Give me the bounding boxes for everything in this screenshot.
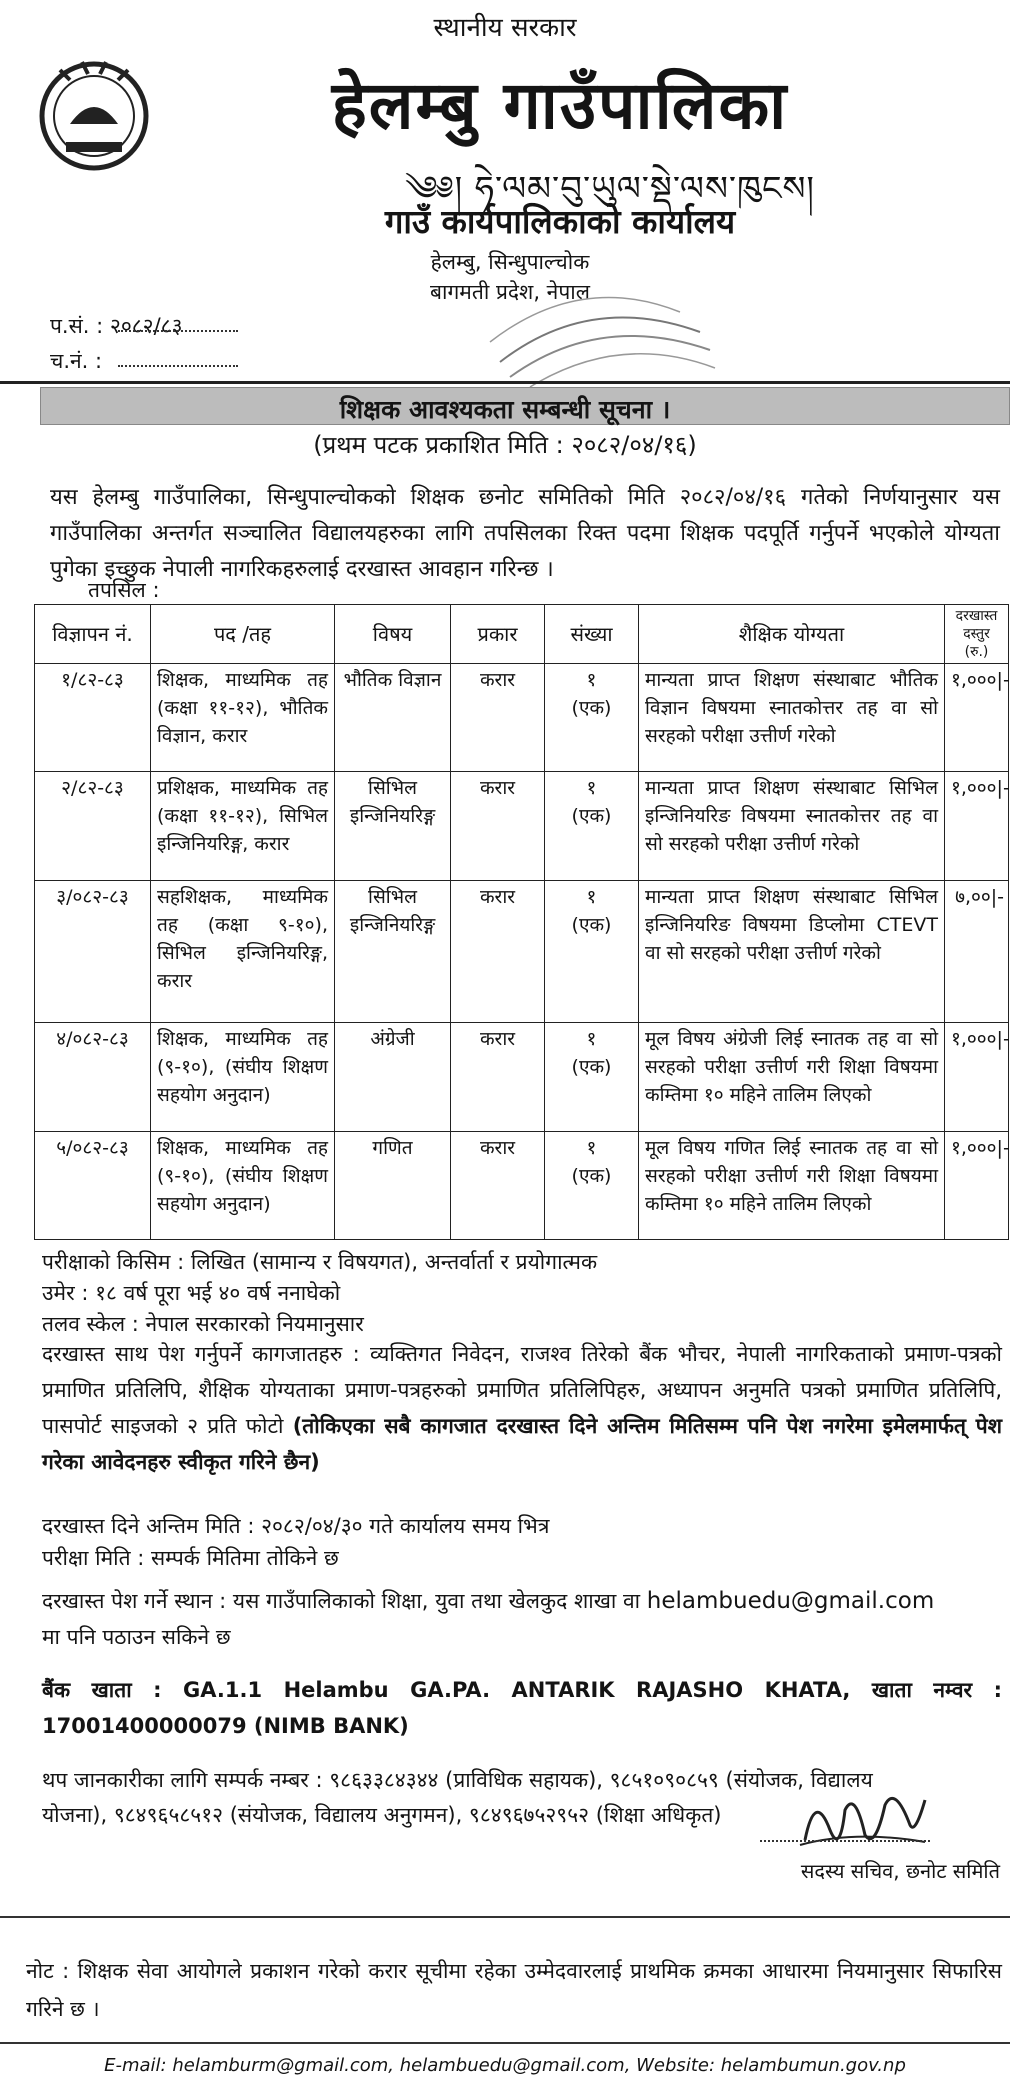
contact-line-2: योजना), ९८४९६५८५१२ (संयोजक, विद्यालय अनुगमन), ९८४९६७५२९५२ (शिक्षा अधिकृत): [42, 1803, 722, 1827]
footer-contact: E-mail: helamburm@gmail.com, helambuedu@gmail.com, Website: helambumun.gov.np: [104, 2055, 906, 2076]
cell-ad-no: ५/०८२-८३: [35, 1131, 151, 1239]
submission-tail: मा पनि पठाउन सकिने छ: [42, 1625, 231, 1649]
cell-qualification: मान्यता प्राप्त शिक्षण संस्थाबाट सिभिल इन्जिनियरिङ विषयमा स्नातकोत्तर तह वा सो सरहको परीक्षा उत्तीर्ण गरेको: [639, 772, 945, 880]
office-stamp: [470, 272, 720, 392]
address-line-2: बागमती प्रदेश, नेपाल: [430, 280, 590, 304]
signature-mark: [785, 1780, 935, 1860]
exam-type: परीक्षाको किसिम : लिखित (सामान्य र विषयगत), अन्तर्वार्ता र प्रयोगात्मक: [42, 1250, 598, 1274]
count-number: १: [586, 885, 597, 908]
cell-ad-no: ४/०८२-८३: [35, 1023, 151, 1131]
count-number: १: [586, 1136, 597, 1159]
cell-type: करार: [451, 1131, 545, 1239]
cell-fee: १,०००|-: [945, 772, 1009, 880]
exam-date: परीक्षा मिति : सम्पर्क मितिमा तोकिने छ: [42, 1546, 339, 1570]
cell-qualification: मूल विषय गणित लिई स्नातक तह वा सो सरहको परीक्षा उत्तीर्ण गरी शिक्षा विषयमा कम्तिमा १० महिने तालिम लिएको: [639, 1131, 945, 1239]
publication-date: (प्रथम पटक प्रकाशित मिति : २०८२/०४/१६): [313, 431, 697, 459]
bank-number-label: खाता नम्वर :: [871, 1678, 1003, 1702]
header-count: संख्या: [545, 605, 639, 664]
reference-number: प.सं. : २०८२/८३: [50, 314, 183, 338]
nepal-emblem-logo: [30, 50, 158, 178]
count-number: १: [586, 669, 597, 691]
count-word: (एक): [571, 1164, 612, 1187]
cell-count: [545, 772, 639, 880]
bank-account-name: GA.1.1 Helambu GA.PA. ANTARIK RAJASHO KHATA,: [183, 1678, 851, 1702]
vacancy-table: [34, 604, 1009, 1240]
cell-ad-no: ३/०८२-८३: [35, 880, 151, 1022]
cell-fee: १,०००|-: [945, 664, 1009, 772]
cell-subject: गणित: [335, 1131, 451, 1239]
municipality-title: हेलम्बु गाउँपालिका: [331, 67, 789, 144]
bank-account-number: 17001400000079 (NIMB BANK): [42, 1714, 409, 1738]
submission-email-link[interactable]: helambuedu@gmail.com: [646, 1588, 935, 1614]
cell-type: करार: [451, 664, 545, 772]
signature-dots: [760, 1840, 930, 1842]
contact-line-1: थप जानकारीका लागि सम्पर्क नम्बर : ९८६३३८४३४४ (प्राविधिक सहायक), ९८५१०९०८५९ (संयोजक, विद्यालय: [42, 1768, 873, 1792]
cell-type: करार: [451, 1023, 545, 1131]
count-word: (एक): [571, 805, 612, 828]
dispatch-dots: [118, 365, 238, 367]
cell-subject: भौतिक विज्ञान: [335, 664, 451, 772]
count-word: (एक): [571, 697, 612, 719]
cell-post: शिक्षक, माध्यमिक तह (९-१०), (संघीय शिक्षण सहयोग अनुदान): [151, 1131, 335, 1239]
salary-scale: तलव स्केल : नेपाल सरकारको नियमानुसार: [42, 1312, 364, 1336]
cell-fee: १,०००|-: [945, 1023, 1009, 1131]
header-ad-no: विज्ञापन नं.: [35, 605, 151, 664]
header-fee: दरखास्त दस्तुर (रु.): [945, 605, 1009, 664]
address-line-1: हेलम्बु, सिन्धुपाल्चोक: [430, 250, 590, 274]
cell-fee: ७,००|-: [945, 880, 1009, 1022]
required-documents: [42, 1336, 1002, 1480]
bank-account-line: [42, 1672, 1002, 1708]
header-post: पद /तह: [151, 605, 335, 664]
table-row: [35, 1023, 1009, 1131]
note-text: नोट : शिक्षक सेवा आयोगले प्रकाशन गरेको करार सूचीमा रहेका उम्मेदवारलाई प्राथमिक क्रमका आधारमा नियमानुसार सिफारिस गरिने छ ।: [26, 1959, 1002, 2021]
note-divider: [0, 1916, 1010, 1918]
cell-qualification: मान्यता प्राप्त शिक्षण संस्थाबाट सिभिल इन्जिनियरिङ विषयमा डिप्लोमा CTEVT वा सो सरहको परीक्षा उत्तीर्ण गरेको: [639, 880, 945, 1022]
dispatch-number: च.नं. :: [50, 349, 103, 373]
cell-type: करार: [451, 772, 545, 880]
details-label: तपसिल :: [88, 578, 160, 602]
office-name: गाउँ कार्यपालिकाको कार्यालय: [384, 202, 736, 241]
cell-post: शिक्षक, माध्यमिक तह (कक्षा ११-१२), भौतिक विज्ञान, करार: [151, 664, 335, 772]
cell-subject: सिभिल इन्जिनियरिङ्ग: [335, 880, 451, 1022]
cell-type: करार: [451, 880, 545, 1022]
cell-subject: अंग्रेजी: [335, 1023, 451, 1131]
header-qualification: शैक्षिक योग्यता: [639, 605, 945, 664]
count-number: १: [586, 1028, 597, 1051]
count-word: (एक): [571, 1056, 612, 1079]
cell-post: सहशिक्षक, माध्यमिक तह (कक्षा ९-१०), सिभिल इन्जिनियरिङ्ग, करार: [151, 880, 335, 1022]
cell-count: [545, 1023, 639, 1131]
header-type: प्रकार: [451, 605, 545, 664]
cell-post: प्रशिक्षक, माध्यमिक तह (कक्षा ११-१२), सिभिल इन्जिनियरिङ्ग, करार: [151, 772, 335, 880]
table-row: [35, 1131, 1009, 1239]
cell-count: [545, 664, 639, 772]
cell-subject: सिभिल इन्जिनियरिङ्ग: [335, 772, 451, 880]
table-row: [35, 880, 1009, 1022]
table-header-row: [35, 605, 1009, 664]
count-number: १: [586, 777, 597, 800]
table-row: [35, 664, 1009, 772]
application-deadline: दरखास्त दिने अन्तिम मिति : २०८२/०४/३० गते कार्यालय समय भित्र: [42, 1514, 550, 1538]
age-limit: उमेर : १८ वर्ष पूरा भई ४० वर्ष ननाघेको: [42, 1281, 341, 1305]
cell-ad-no: १/८२-८३: [35, 664, 151, 772]
table-row: [35, 772, 1009, 880]
header-divider: [0, 381, 1010, 384]
cell-count: [545, 1131, 639, 1239]
submission-place-text: दरखास्त पेश गर्ने स्थान : यस गाउँपालिकाको शिक्षा, युवा तथा खेलकुद शाखा वा: [42, 1589, 641, 1613]
cell-post: शिक्षक, माध्यमिक तह (९-१०), (संघीय शिक्षण सहयोग अनुदान): [151, 1023, 335, 1131]
cell-qualification: मूल विषय अंग्रेजी लिई स्नातक तह वा सो सरहको परीक्षा उत्तीर्ण गरी शिक्षा विषयमा कम्तिमा १० महिने तालिम लिएको: [639, 1023, 945, 1131]
cell-ad-no: २/८२-८३: [35, 772, 151, 880]
bank-label: बैंक खाता :: [42, 1678, 162, 1702]
header-subject: विषय: [335, 605, 451, 664]
header-supertitle: स्थानीय सरकार: [433, 13, 577, 43]
signatory-title: सदस्य सचिव, छनोट समिति: [800, 1859, 1000, 1883]
intro-paragraph: यस हेलम्बु गाउँपालिका, सिन्धुपाल्चोकको शिक्षक छनोट समितिको मिति २०८२/०४/१६ गतेको निर्णयानुसार यस गाउँपालिका अन्तर्गत सञ्चालित विद्यालयहरुका लागि तपसिलका रिक्त पदमा शिक्षक पदपूर्ति गर्नुपर्ने भएकोले योग्यता पुगेका इच्छुक नेपाली नागरिकहरुलाई दरखास्त आवहान गरिन्छ ।: [50, 485, 1000, 582]
submission-place: [42, 1583, 1002, 1619]
cell-fee: १,०००|-: [945, 1131, 1009, 1239]
reference-dots: [118, 330, 238, 332]
notice-title: शिक्षक आवश्यकता सम्बन्धी सूचना ।: [339, 395, 671, 424]
count-word: (एक): [571, 913, 612, 936]
cell-qualification: मान्यता प्राप्त शिक्षण संस्थाबाट भौतिक विज्ञान विषयमा स्नातकोत्तर तह वा सो सरहको परीक्षा उत्तीर्ण गरेको: [639, 664, 945, 772]
documents-warning: (तोकिएका सबै कागजात दरखास्त दिने अन्तिम मितिसम्म पनि पेश नगरेमा इमेलमार्फत् पेश गरेका आवेदनहरु स्वीकृत गरिने छैन): [42, 1414, 1002, 1474]
tibetan-title: ༄༅། ཧེ་ལམ་བུ་ཡུལ་སྡེ་ལས་ཁུངས།: [405, 169, 815, 209]
cell-count: [545, 880, 639, 1022]
footer-divider: [0, 2042, 1010, 2044]
documents-list: दरखास्त साथ पेश गर्नुपर्ने कागजातहरु : व्यक्तिगत निवेदन, राजश्व तिरेको बैंक भौचर, नेपाली नागरिकताको प्रमाण-पत्रको प्रमाणित प्रतिलिपि, शैक्षिक योग्यताका प्रमाण-पत्रहरुको प्रमाणित प्रतिलिपिहरु, अध्यापन अनुमति पत्रको प्रमाणित प्रतिलिपि, पासपोर्ट साइजको २ प्रति फोटो: [42, 1342, 1002, 1438]
